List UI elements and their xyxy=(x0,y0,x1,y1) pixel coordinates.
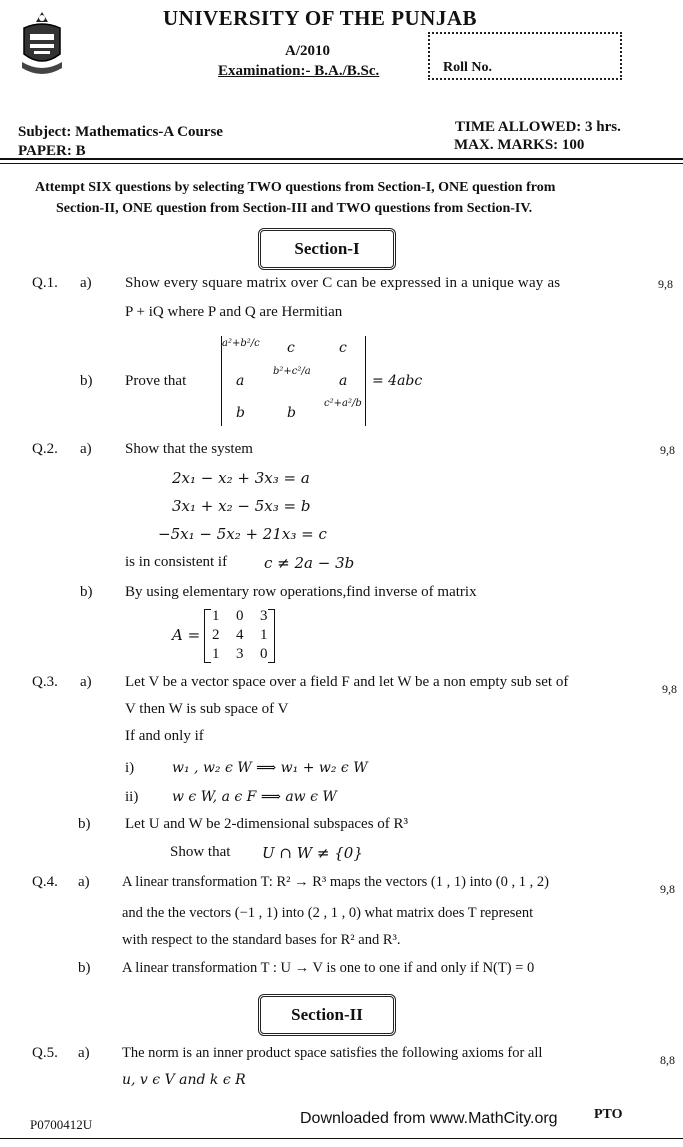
q4-a-line3: with respect to the standard bases for R² and R³. xyxy=(122,932,401,948)
det-r2c1: a xyxy=(236,373,245,389)
q5-label: Q.5. xyxy=(32,1045,58,1061)
q3-a-line2: V then W is sub space of V xyxy=(125,701,289,717)
matrix-right-bracket xyxy=(268,609,275,663)
roll-no-label: Roll No. xyxy=(443,60,492,75)
matrix-name: A = xyxy=(172,626,201,644)
det-r3c1: b xyxy=(236,405,245,421)
matrix-r1c2: 0 xyxy=(236,608,244,624)
matrix-r3c3: 0 xyxy=(260,646,268,662)
footer-rule xyxy=(0,1138,683,1139)
q2-a-label: a) xyxy=(80,441,92,457)
q3-b-text: Let U and W be 2-dimensional subspaces of R³ xyxy=(125,816,409,832)
matrix-r2c1: 2 xyxy=(212,627,220,643)
q2-inconsistent: is in consistent if xyxy=(125,554,228,570)
q1-label: Q.1. xyxy=(32,275,58,291)
footer-download: Downloaded from www.MathCity.org xyxy=(300,1110,558,1127)
q5-a-label: a) xyxy=(78,1045,90,1061)
q3-i-text: w₁ , w₂ ϵ W ⟹ w₁ + w₂ ϵ W xyxy=(172,760,368,776)
q3-show-expr: U ∩ W ≠ {0} xyxy=(262,844,363,862)
q5-a-line2: u, v ϵ V and k ϵ R xyxy=(122,1072,246,1088)
matrix-r3c2: 3 xyxy=(236,646,244,662)
header-divider xyxy=(0,158,683,160)
q4-a-line2: and the the vectors (−1 , 1) into (2 , 1 , 0) what matrix does T represent xyxy=(122,905,534,921)
q2-b-text: By using elementary row operations,find inverse of matrix xyxy=(125,584,477,600)
q4-b-label: b) xyxy=(78,960,91,976)
det-r2c3: a xyxy=(339,373,348,389)
q3-ii-label: ii) xyxy=(125,789,139,805)
q3-b-label: b) xyxy=(78,816,91,832)
session-label: A/2010 xyxy=(285,43,330,59)
matrix-r2c3: 1 xyxy=(260,627,268,643)
matrix-r1c1: 1 xyxy=(212,608,220,624)
q2-eq3: −5x₁ − 5x₂ + 21x₃ = c xyxy=(158,525,327,543)
footer-code: P0700412U xyxy=(30,1117,93,1132)
university-title: UNIVERSITY OF THE PUNJAB xyxy=(163,6,478,30)
matrix-left-bracket xyxy=(204,609,211,663)
det-r2c2: b²+c²/a xyxy=(273,366,311,377)
q1-a-line2: P + iQ where P and Q are Hermitian xyxy=(125,304,343,320)
section-2-heading: Section-II xyxy=(258,994,396,1036)
det-r3c2: b xyxy=(287,405,296,421)
q4-a-line1: A linear transformation T: R² → R³ maps the vectors (1 , 1) into (0 , 1 , 2) xyxy=(122,874,549,890)
det-r1c3: c xyxy=(339,340,347,356)
q2-label: Q.2. xyxy=(32,441,58,457)
q2-marks: 9,8 xyxy=(660,443,675,457)
q5-a-line1: The norm is an inner product space satisfies the following axioms for all xyxy=(122,1045,543,1061)
q1-a-line1: Show every square matrix over C can be expressed in a unique way as xyxy=(125,275,561,291)
q2-b-label: b) xyxy=(80,584,93,600)
q3-label: Q.3. xyxy=(32,674,58,690)
q2-condition: c ≠ 2a − 3b xyxy=(264,554,355,572)
matrix-r1c3: 3 xyxy=(260,608,268,624)
examination-label: Examination:- B.A./B.Sc. xyxy=(218,63,380,79)
subject-label: Subject: Mathematics-A Course xyxy=(18,124,223,140)
q4-a-label: a) xyxy=(78,874,90,890)
det-r1c1: a²+b²/c xyxy=(222,338,260,349)
paper-label: PAPER: B xyxy=(18,143,86,159)
q4-b-text: A linear transformation T : U → V is one to one if and only if N(T) = 0 xyxy=(122,960,535,976)
max-marks: MAX. MARKS: 100 xyxy=(454,137,585,153)
det-r3c3: c²+a²/b xyxy=(324,398,362,409)
q3-show-that: Show that xyxy=(170,844,231,860)
q1-b-text: Prove that xyxy=(125,373,187,389)
header-divider-2 xyxy=(0,163,683,164)
q3-i-label: i) xyxy=(125,760,135,776)
det-result: = 4abc xyxy=(372,373,423,389)
university-logo xyxy=(18,10,66,80)
det-left-bar xyxy=(221,336,222,426)
q4-marks: 9,8 xyxy=(660,882,675,896)
q2-eq2: 3x₁ + x₂ − 5x₃ = b xyxy=(172,497,311,515)
footer-pto: PTO xyxy=(594,1107,623,1122)
q3-ii-text: w ϵ W, a ϵ F ⟹ aw ϵ W xyxy=(172,789,337,805)
q4-label: Q.4. xyxy=(32,874,58,890)
section-1-heading: Section-I xyxy=(258,228,396,270)
time-allowed: TIME ALLOWED: 3 hrs. xyxy=(455,119,621,135)
q5-marks: 8,8 xyxy=(660,1053,675,1067)
det-r1c2: c xyxy=(287,340,295,356)
q1-b-label: b) xyxy=(80,373,93,389)
q3-a-label: a) xyxy=(80,674,92,690)
matrix-r2c2: 4 xyxy=(236,627,244,643)
q1-marks: 9,8 xyxy=(658,277,673,291)
q1-a-label: a) xyxy=(80,275,92,291)
q3-marks: 9,8 xyxy=(662,682,677,696)
q2-eq1: 2x₁ − x₂ + 3x₃ = a xyxy=(172,469,310,487)
q2-a-text: Show that the system xyxy=(125,441,253,457)
instruction-line-1: Attempt SIX questions by selecting TWO questions from Section-I, ONE question from xyxy=(35,180,556,195)
q3-a-line3: If and only if xyxy=(125,728,204,744)
det-right-bar xyxy=(365,336,366,426)
matrix-r3c1: 1 xyxy=(212,646,220,662)
q3-a-line1: Let V be a vector space over a field F and let W be a non empty sub set of xyxy=(125,674,569,690)
instruction-line-2: Section-II, ONE question from Section-III and TWO questions from Section-IV. xyxy=(56,201,533,216)
